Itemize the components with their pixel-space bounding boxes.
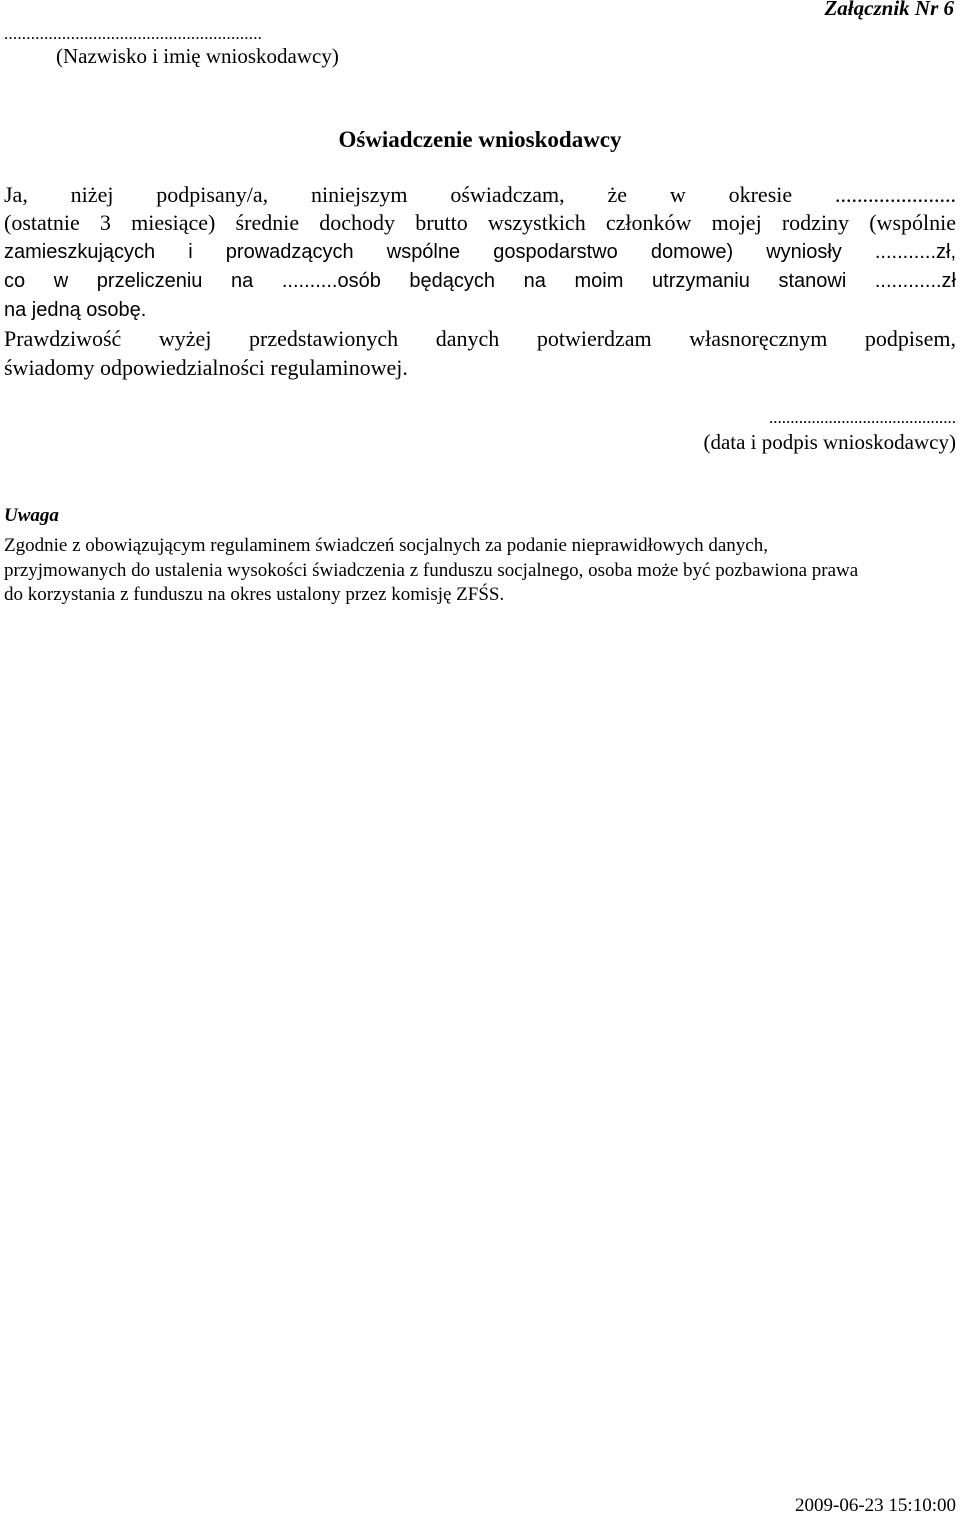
declaration-line: Ja, niżej podpisany/a, niniejszym oświadczam, że w okresie ......................	[4, 182, 956, 207]
declaration-line: Prawdziwość wyżej przedstawionych danych potwierdzam własnoręcznym podpisem,	[4, 326, 956, 351]
note-line: przyjmowanych do ustalenia wysokości świadczenia z funduszu socjalnego, osoba może być pozbawiona prawa	[4, 560, 859, 581]
attachment-label: Załącznik Nr 6	[824, 0, 954, 20]
note-title: Uwaga	[4, 505, 59, 526]
footer-timestamp: 2009-06-23 15:10:00	[795, 1495, 956, 1516]
declaration-line: (ostatnie 3 miesiące) średnie dochody brutto wszystkich członków mojej rodziny (wspólnie	[4, 210, 956, 235]
declaration-line: na jedną osobę.	[4, 299, 147, 321]
signature-label: (data i podpis wnioskodawcy)	[703, 430, 956, 454]
note-line: Zgodnie z obowiązującym regulaminem świadczeń socjalnych za podanie nieprawidłowych danych,	[4, 535, 768, 556]
applicant-name-dots: ..........................................................	[4, 24, 263, 43]
declaration-line: zamieszkujących i prowadzących wspólne gospodarstwo domowe) wyniosły ...........zł,	[4, 241, 956, 263]
applicant-name-label: (Nazwisko i imię wnioskodawcy)	[56, 44, 339, 68]
signature-dots: ............................................	[769, 408, 956, 427]
page-title: Oświadczenie wnioskodawcy	[338, 127, 622, 152]
note-line: do korzystania z funduszu na okres ustalony przez komisję ZFŚS.	[4, 584, 505, 605]
declaration-line: świadomy odpowiedzialności regulaminowej.	[4, 355, 408, 380]
declaration-line: co w przeliczeniu na ..........osób będących na moim utrzymaniu stanowi ............zł	[4, 270, 956, 292]
